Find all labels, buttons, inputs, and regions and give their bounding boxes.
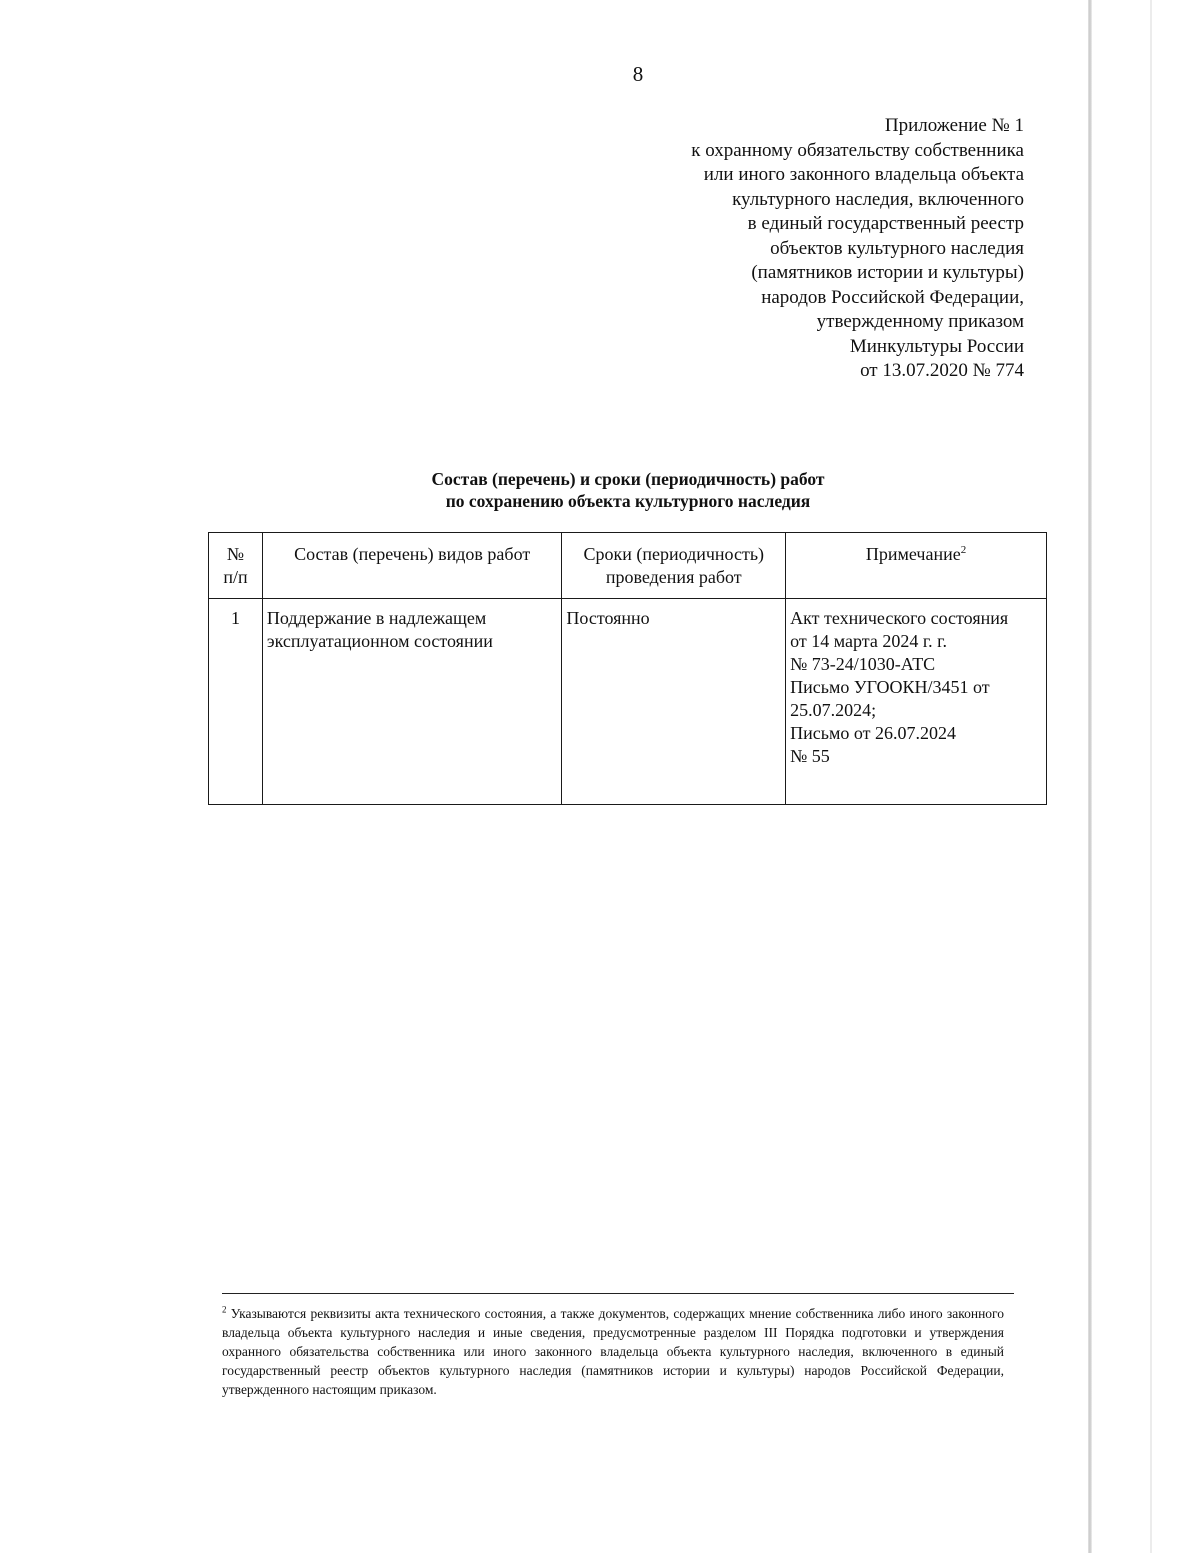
cell-work xyxy=(262,599,562,805)
page-edge-line xyxy=(1150,0,1152,1553)
cell-note xyxy=(786,599,1047,805)
cell-note-line: от 14 марта 2024 г. г. xyxy=(790,631,948,651)
appendix-line: в единый государственный реестр xyxy=(747,213,1024,234)
cell-num: 1 xyxy=(209,599,263,805)
cell-note-line: № 55 xyxy=(790,746,830,766)
header-num-line1: № xyxy=(226,544,245,564)
appendix-line: или иного законного владельца объекта xyxy=(703,164,1024,185)
cell-work-line: эксплуатационном состоянии xyxy=(266,631,493,651)
cell-note-line: № 73-24/1030-АТС xyxy=(790,654,936,674)
appendix-line: народов Российской Федерации, xyxy=(761,286,1024,308)
footnote-separator xyxy=(222,1293,1014,1294)
appendix-heading xyxy=(604,114,1024,384)
header-num-line2: п/п xyxy=(223,567,248,587)
document-title xyxy=(208,468,1048,512)
appendix-line: культурного наследия, включенного xyxy=(732,188,1024,210)
document-title-line2: по сохранению объекта культурного наследия xyxy=(445,491,811,511)
header-work: Состав (перечень) видов работ xyxy=(262,533,562,599)
footnote xyxy=(222,1304,1004,1399)
page-number: 8 xyxy=(632,62,644,86)
cell-note-line: Акт технического состояния xyxy=(790,608,1009,628)
page-edge-shadow xyxy=(1088,0,1092,1553)
appendix-line: утвержденному приказом xyxy=(816,311,1024,332)
cell-note-line: Письмо от 26.07.2024 xyxy=(790,723,956,743)
cell-term: Постоянно xyxy=(562,599,786,805)
table-row xyxy=(209,599,1047,805)
header-term xyxy=(562,533,786,599)
header-note-label: Примечание xyxy=(865,544,961,564)
appendix-line: Минкультуры России xyxy=(849,335,1024,357)
appendix-line: объектов культурного наследия xyxy=(770,237,1024,259)
header-term-line1: Сроки (периодичность) xyxy=(583,544,765,564)
appendix-line: (памятников истории и культуры) xyxy=(751,262,1024,283)
appendix-line: к охранному обязательству собственника xyxy=(691,139,1024,161)
footnote-marker: 2 xyxy=(222,1304,227,1315)
cell-note-line: 25.07.2024; xyxy=(790,700,877,720)
header-note xyxy=(786,533,1047,599)
cell-work-line: Поддержание в надлежащем xyxy=(266,608,487,628)
header-num xyxy=(209,533,263,599)
document-title-line1: Состав (перечень) и сроки (периодичность) работ xyxy=(431,469,825,489)
cell-note-line: Письмо УГООКН/3451 от xyxy=(790,677,990,697)
header-term-line2: проведения работ xyxy=(605,567,742,587)
footnote-reference: 2 xyxy=(960,544,967,556)
footnote-text: Указываются реквизиты акта технического состояния, а также документов, содержащих мнение собственника либо иного законного владельца объекта культурного наследия и иные сведения, предусмотренные разделом III Порядка подготовки и утверждения охранного обязательства собственника или иного законного владельца объекта культурного наследия, включенного в единый государственный реестр объектов культурного наследия (памятников истории и культуры) народов Российской Федерации, утвержденного настоящим приказом. xyxy=(222,1306,1004,1397)
appendix-line: от 13.07.2020 № 774 xyxy=(860,360,1024,381)
table-header-row xyxy=(209,533,1047,599)
appendix-line: Приложение № 1 xyxy=(884,115,1024,136)
works-table xyxy=(208,532,1047,805)
